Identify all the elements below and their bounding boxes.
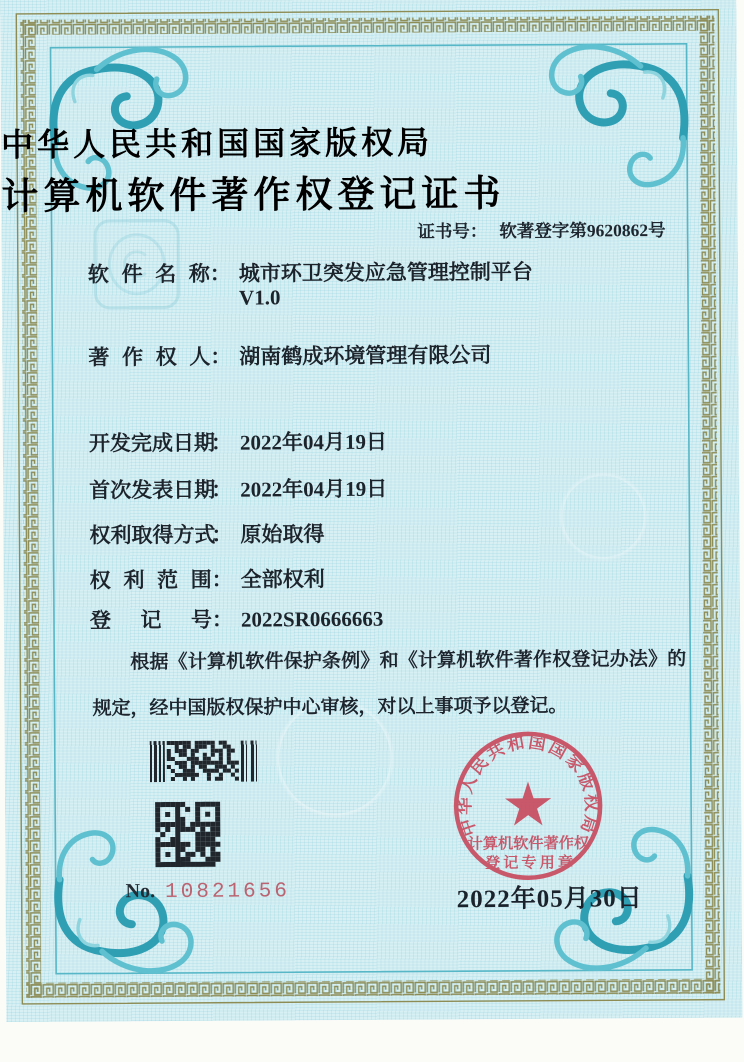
barcode-module bbox=[191, 777, 195, 781]
field-colon: ： bbox=[209, 261, 231, 286]
field-value: 原始取得 bbox=[240, 522, 325, 547]
registration-statement: 根据《计算机软件保护条例》和《计算机软件著作权登记办法》的规定，经中国版权保护中心审核，对以上事项予以登记。 bbox=[92, 648, 687, 720]
field-colon: ： bbox=[211, 522, 233, 547]
barcode-guard-left bbox=[150, 741, 165, 782]
qr-module bbox=[185, 807, 190, 812]
field-colon: ： bbox=[210, 430, 232, 455]
barcode-data-region bbox=[167, 741, 239, 782]
field-label: 开发完成日期 bbox=[88, 430, 215, 456]
serial-number-line bbox=[126, 879, 290, 904]
field-row-registration-number bbox=[90, 603, 384, 635]
qr-module bbox=[210, 862, 215, 867]
certificate-number-line bbox=[417, 217, 665, 244]
field-value: 2022年04月19日 bbox=[240, 476, 388, 502]
field-label: 著作权人 bbox=[88, 344, 211, 370]
field-value-version: V1.0 bbox=[238, 285, 281, 310]
red-star-icon bbox=[505, 781, 551, 825]
barcode-module bbox=[203, 745, 207, 749]
border-meander-bottom bbox=[26, 979, 720, 998]
qr-module bbox=[185, 842, 190, 847]
serial-prefix: No. bbox=[125, 880, 156, 903]
field-value: 城市环卫突发应急管理控制平台 bbox=[238, 259, 533, 286]
issue-date: 2022年05月30日 bbox=[456, 885, 643, 914]
field-label: 软件名称 bbox=[87, 261, 210, 287]
seal-line1: 计算机软件著作权 bbox=[467, 835, 590, 853]
barcode-module bbox=[171, 777, 175, 781]
qr-module bbox=[160, 832, 165, 837]
qr-module bbox=[215, 857, 220, 862]
seal-line2: 登记专用章 bbox=[484, 854, 577, 872]
field-value: 2022年04月19日 bbox=[239, 429, 387, 455]
barcode-module bbox=[195, 749, 199, 753]
barcode-module bbox=[219, 777, 223, 781]
field-label: 首次发表日期 bbox=[89, 477, 216, 503]
qr-module bbox=[215, 842, 220, 847]
field-row-rights-acquisition bbox=[89, 518, 324, 549]
field-colon: ： bbox=[211, 477, 233, 502]
field-colon: ： bbox=[211, 607, 234, 632]
qr-module bbox=[205, 812, 210, 817]
qr-module bbox=[165, 812, 170, 817]
official-seal bbox=[452, 729, 605, 882]
certificate-number-label: 证书号： bbox=[417, 221, 488, 242]
qr-module bbox=[165, 852, 170, 857]
barcode-module bbox=[235, 769, 239, 773]
barcode-module bbox=[231, 749, 235, 753]
field-value: 全部权利 bbox=[240, 567, 325, 592]
field-row-first-publish-date bbox=[89, 473, 387, 505]
field-value: 湖南鹤成环境管理有限公司 bbox=[239, 343, 492, 369]
qr-module bbox=[165, 827, 170, 832]
qr-module bbox=[215, 832, 220, 837]
certificate-title: 计算机软件著作权登记证书 bbox=[1, 173, 506, 219]
field-row-rights-scope bbox=[90, 563, 325, 594]
barcode-module bbox=[235, 761, 239, 765]
field-label: 权利范围 bbox=[89, 567, 212, 593]
barcode-guard-right bbox=[241, 740, 260, 781]
field-row-copyright-owner bbox=[88, 339, 491, 371]
field-row-dev-complete-date bbox=[89, 426, 387, 458]
barcode-module bbox=[235, 777, 239, 781]
barcode-module bbox=[183, 777, 187, 781]
field-label: 权利取得方式 bbox=[89, 522, 216, 548]
field-colon: ： bbox=[210, 344, 232, 369]
certificate-number-value: 软著登字第9620862号 bbox=[499, 219, 666, 241]
field-colon: ： bbox=[211, 567, 233, 592]
seal-ring-text: 中华人民共和国国家版权局 bbox=[455, 732, 602, 839]
barcode-module bbox=[207, 777, 211, 781]
qr-code-icon bbox=[155, 802, 220, 867]
field-value: 2022SR0666663 bbox=[240, 606, 384, 632]
authority-title: 中华人民共和国国家版权局 bbox=[0, 124, 434, 164]
barcode-module bbox=[195, 773, 199, 777]
barcode-module bbox=[211, 753, 215, 757]
qr-module bbox=[190, 852, 195, 857]
field-label: 登记号 bbox=[89, 607, 213, 633]
serial-number: 10821656 bbox=[165, 880, 291, 905]
barcode-2d-icon bbox=[150, 740, 260, 782]
field-row-software-name bbox=[88, 256, 533, 289]
border-meander-top bbox=[20, 16, 714, 35]
